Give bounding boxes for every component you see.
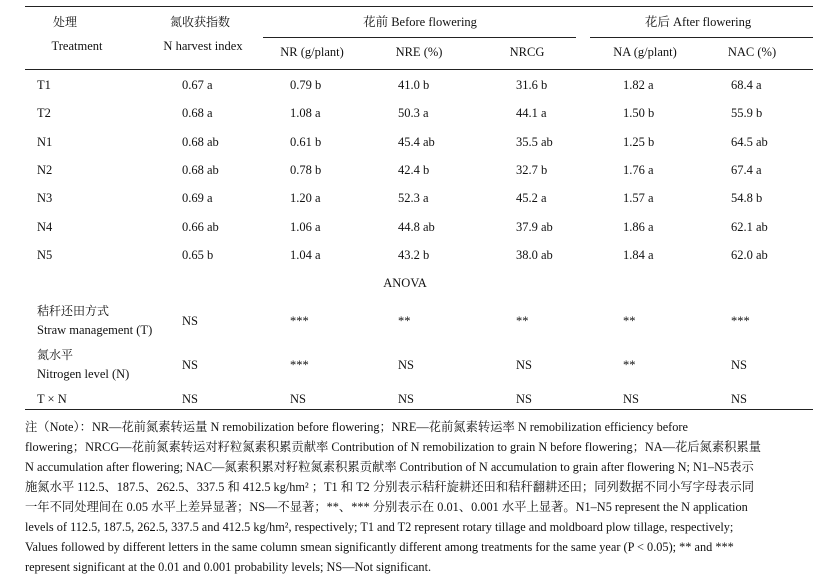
- header-col-nac: NAC (%): [727, 45, 777, 59]
- cell-nr: ***: [290, 358, 309, 372]
- cell-nre: 45.4 ab: [398, 135, 435, 149]
- row-label: N3: [37, 191, 53, 205]
- cell-na: **: [623, 358, 636, 372]
- cell-nac: 62.1 ab: [731, 220, 768, 234]
- cell-nhi: 0.65 b: [182, 248, 214, 262]
- row-label: T2: [37, 106, 51, 120]
- cell-nr: 1.06 a: [290, 220, 321, 234]
- cell-nhi: 0.69 a: [182, 191, 213, 205]
- bottom-rule: [25, 409, 813, 410]
- cell-na: 1.25 b: [623, 135, 655, 149]
- cell-nre: 41.0 b: [398, 78, 430, 92]
- cell-nrcg: 38.0 ab: [516, 248, 553, 262]
- cell-nr: 0.79 b: [290, 78, 322, 92]
- row-label-en: Nitrogen level (N): [37, 367, 130, 381]
- anova-title: ANOVA: [383, 276, 427, 290]
- row-label: N4: [37, 220, 53, 234]
- cell-nhi: 0.68 a: [182, 106, 213, 120]
- cell-nr: 1.20 a: [290, 191, 321, 205]
- note-line: flowering；NRCG—花前氮素转运对籽粒氮素积累贡献率 Contribution of N remobilization to grain N before flowering；NA—花后氮素积累量: [25, 440, 762, 454]
- cell-na: 1.50 b: [623, 106, 655, 120]
- cell-nac: 64.5 ab: [731, 135, 768, 149]
- cell-nrcg: 45.2 a: [516, 191, 547, 205]
- header-nhi-zh: 氮收获指数: [169, 15, 231, 29]
- cell-nre: 52.3 a: [398, 191, 429, 205]
- cell-na: NS: [623, 392, 639, 406]
- row-label: N5: [37, 248, 53, 262]
- cell-na: 1.86 a: [623, 220, 654, 234]
- cell-nac: 67.4 a: [731, 163, 762, 177]
- cell-nrcg: **: [516, 314, 529, 328]
- cell-nrcg: NS: [516, 358, 532, 372]
- row-label-zh: 秸秆还田方式: [37, 304, 110, 318]
- header-col-nrcg: NRCG: [509, 45, 545, 59]
- cell-nhi: NS: [182, 392, 198, 406]
- cell-nrcg: 44.1 a: [516, 106, 547, 120]
- header-col-nre: NRE (%): [395, 45, 443, 59]
- cell-nr: 1.08 a: [290, 106, 321, 120]
- cell-nr: 0.78 b: [290, 163, 322, 177]
- note-line: 施氮水平 112.5、187.5、262.5、337.5 和 412.5 kg/hm² ；T1 和 T2 分别表示秸秆旋耕还田和秸秆翻耕还田；同列数据不同小写字母表示同: [25, 480, 755, 494]
- cell-nhi: 0.68 ab: [182, 163, 219, 177]
- header-rule: [25, 69, 813, 70]
- header-treatment-en: Treatment: [51, 39, 103, 53]
- cell-nrcg: 37.9 ab: [516, 220, 553, 234]
- cell-nrcg: 32.7 b: [516, 163, 548, 177]
- header-col-nr: NR (g/plant): [280, 45, 344, 59]
- cell-nrcg: 31.6 b: [516, 78, 548, 92]
- cell-nrcg: 35.5 ab: [516, 135, 553, 149]
- row-label: T × N: [37, 392, 67, 406]
- cell-nhi: 0.66 ab: [182, 220, 219, 234]
- cell-nre: 44.8 ab: [398, 220, 435, 234]
- cell-nac: 68.4 a: [731, 78, 762, 92]
- cell-nac: 54.8 b: [731, 191, 763, 205]
- after-flowering-rule: [590, 37, 813, 38]
- note-line: N accumulation after flowering; NAC—氮素积累对籽粒氮素积累贡献率 Contribution of N accumulation to grain after flowering N; N1–N5表示: [25, 460, 754, 474]
- cell-nac: 62.0 ab: [731, 248, 768, 262]
- cell-na: 1.57 a: [623, 191, 654, 205]
- cell-na: 1.82 a: [623, 78, 654, 92]
- note-line: 注（Note）：NR—花前氮素转运量 N remobilization before flowering；NRE—花前氮素转运率 N remobilization efficiency before: [25, 420, 688, 434]
- header-treatment-zh: 处理: [52, 15, 78, 29]
- cell-nac: NS: [731, 358, 747, 372]
- header-before-flowering: 花前 Before flowering: [363, 15, 477, 29]
- note-line: levels of 112.5, 187.5, 262.5, 337.5 and 412.5 kg/hm², respectively; T1 and T2 represent rotary tillage and moldboard plow tillage, respectively;: [25, 520, 734, 534]
- header-after-flowering: 花后 After flowering: [644, 15, 752, 29]
- cell-nr: 0.61 b: [290, 135, 322, 149]
- note-line: Values followed by different letters in the same column smean significantly different among treatments for the same year (P < 0.05); ** and ***: [25, 540, 734, 554]
- cell-nr: 1.04 a: [290, 248, 321, 262]
- cell-nhi: 0.67 a: [182, 78, 213, 92]
- cell-nhi: 0.68 ab: [182, 135, 219, 149]
- cell-nr: ***: [290, 314, 309, 328]
- cell-nhi: NS: [182, 358, 198, 372]
- row-label: N1: [37, 135, 53, 149]
- cell-nre: 50.3 a: [398, 106, 429, 120]
- row-label: N2: [37, 163, 53, 177]
- cell-nac: 55.9 b: [731, 106, 763, 120]
- header-nhi-en: N harvest index: [163, 39, 243, 53]
- cell-na: 1.76 a: [623, 163, 654, 177]
- cell-nre: 43.2 b: [398, 248, 430, 262]
- cell-na: 1.84 a: [623, 248, 654, 262]
- cell-nre: NS: [398, 392, 414, 406]
- note-line: 一年不同处理间在 0.05 水平上差异显著；NS—不显著；**、*** 分别表示在 0.01、0.001 水平上显著。N1–N5 represent the N application: [25, 500, 748, 514]
- cell-nrcg: NS: [516, 392, 532, 406]
- cell-nac: NS: [731, 392, 747, 406]
- cell-nre: **: [398, 314, 411, 328]
- cell-nac: ***: [731, 314, 750, 328]
- cell-nre: NS: [398, 358, 414, 372]
- row-label-en: Straw management (T): [37, 323, 153, 337]
- table-note: [25, 417, 813, 577]
- cell-nr: NS: [290, 392, 306, 406]
- top-rule: [25, 6, 813, 7]
- row-label: T1: [37, 78, 51, 92]
- row-label-zh: 氮水平: [37, 348, 74, 362]
- cell-nhi: NS: [182, 314, 198, 328]
- cell-na: **: [623, 314, 636, 328]
- note-line: represent significant at the 0.01 and 0.001 probability levels; NS—Not significant.: [25, 560, 432, 574]
- before-flowering-rule: [263, 37, 576, 38]
- cell-nre: 42.4 b: [398, 163, 430, 177]
- header-col-na: NA (g/plant): [613, 45, 677, 59]
